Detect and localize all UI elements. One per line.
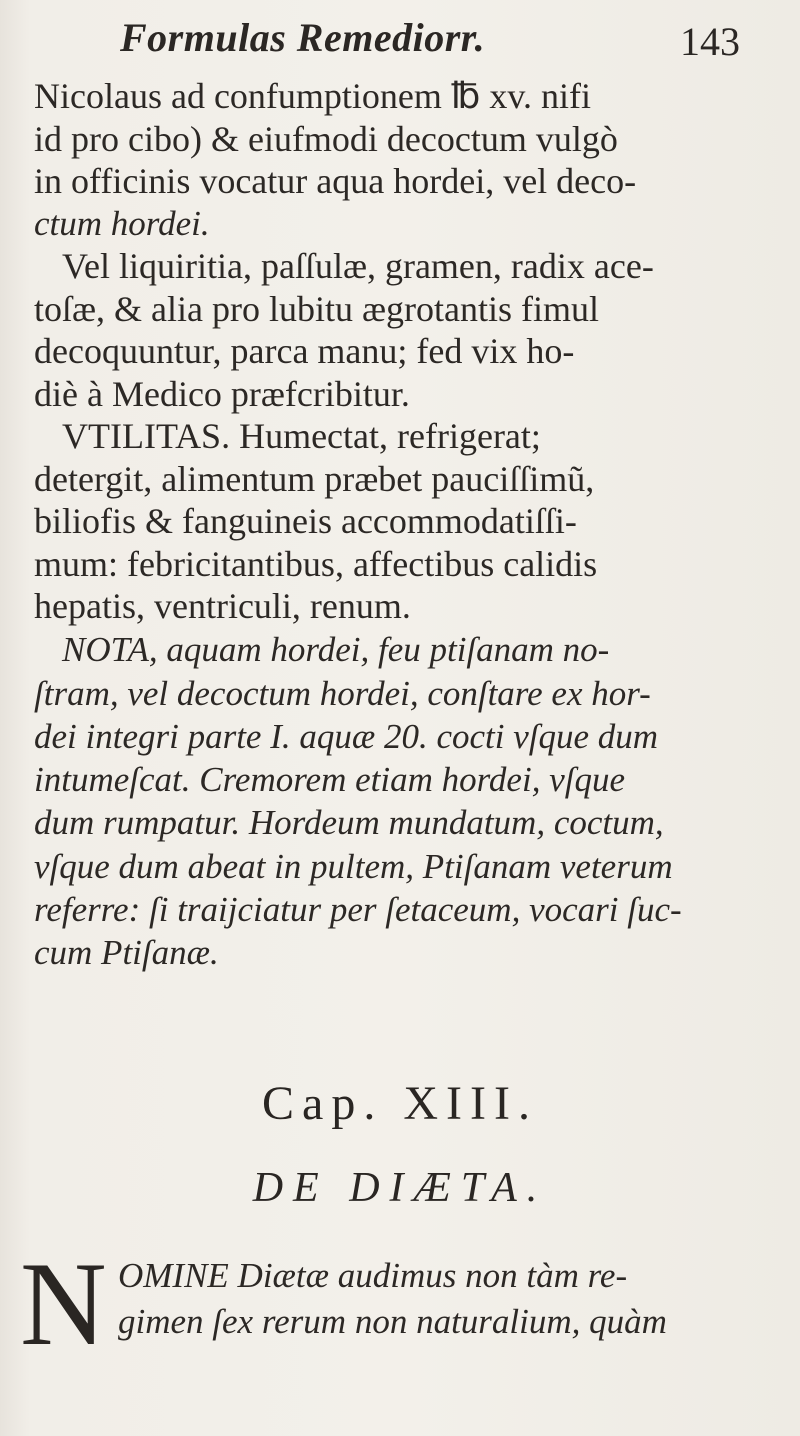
text-line: intumeſcat. Cremorem etiam hordei, vſque	[34, 760, 625, 799]
text-line: toſæ, & alia pro lubitu ægrotantis fimul	[34, 289, 599, 329]
text-line: detergit, alimentum præbet pauciſſimũ,	[34, 459, 595, 499]
chapter-title: DE DIÆTA.	[252, 1165, 548, 1211]
text-line: biliofis & fanguineis accommodatiſſi-	[34, 501, 577, 541]
text-line: referre: ſi traijciatur per ſetaceum, vocari ſuc-	[34, 890, 682, 929]
drop-cap: N	[20, 1237, 107, 1370]
text-line: Nicolaus ad confumptionem ℔ xv. nifi	[34, 76, 591, 116]
text-line: dei integri parte I. aquæ 20. cocti vſque dum	[34, 717, 659, 756]
page-header	[120, 14, 760, 74]
text-line: decoquuntur, parca manu; fed vix ho-	[34, 331, 575, 371]
text-line: hepatis, ventriculi, renum.	[34, 586, 411, 626]
text-line: cum Ptiſanæ.	[34, 933, 219, 972]
text-line: diè à Medico præfcribitur.	[34, 374, 410, 414]
page-number: 143	[680, 19, 740, 64]
text-line: VTILITAS. Humectat, refrigerat;	[62, 416, 541, 456]
text-line: NOTA, aquam hordei, feu ptiſanam no-	[62, 630, 610, 669]
text-line: in officinis vocatur aqua hordei, vel deco-	[34, 161, 637, 201]
text-line: gimen ſex rerum non naturalium, quàm	[118, 1302, 667, 1341]
text-line: mum: febricitantibus, affectibus calidis	[34, 544, 598, 584]
text-line: Vel liquiritia, paſſulæ, gramen, radix ace-	[62, 246, 654, 286]
running-head: Formulas Remediorr.	[120, 15, 486, 60]
text-line: vſque dum abeat in pultem, Ptiſanam veterum	[34, 847, 673, 886]
text-line: dum rumpatur. Hordeum mundatum, coctum,	[34, 803, 664, 842]
chapter-heading: Cap. XIII.	[262, 1077, 538, 1130]
text-line: id pro cibo) & eiufmodi decoctum vulgò	[34, 119, 618, 159]
text-line: ſtram, vel decoctum hordei, conſtare ex hor-	[34, 674, 651, 713]
text-line: ctum hordei.	[34, 204, 210, 243]
text-line: OMINE Diætæ audimus non tàm re-	[118, 1256, 628, 1295]
